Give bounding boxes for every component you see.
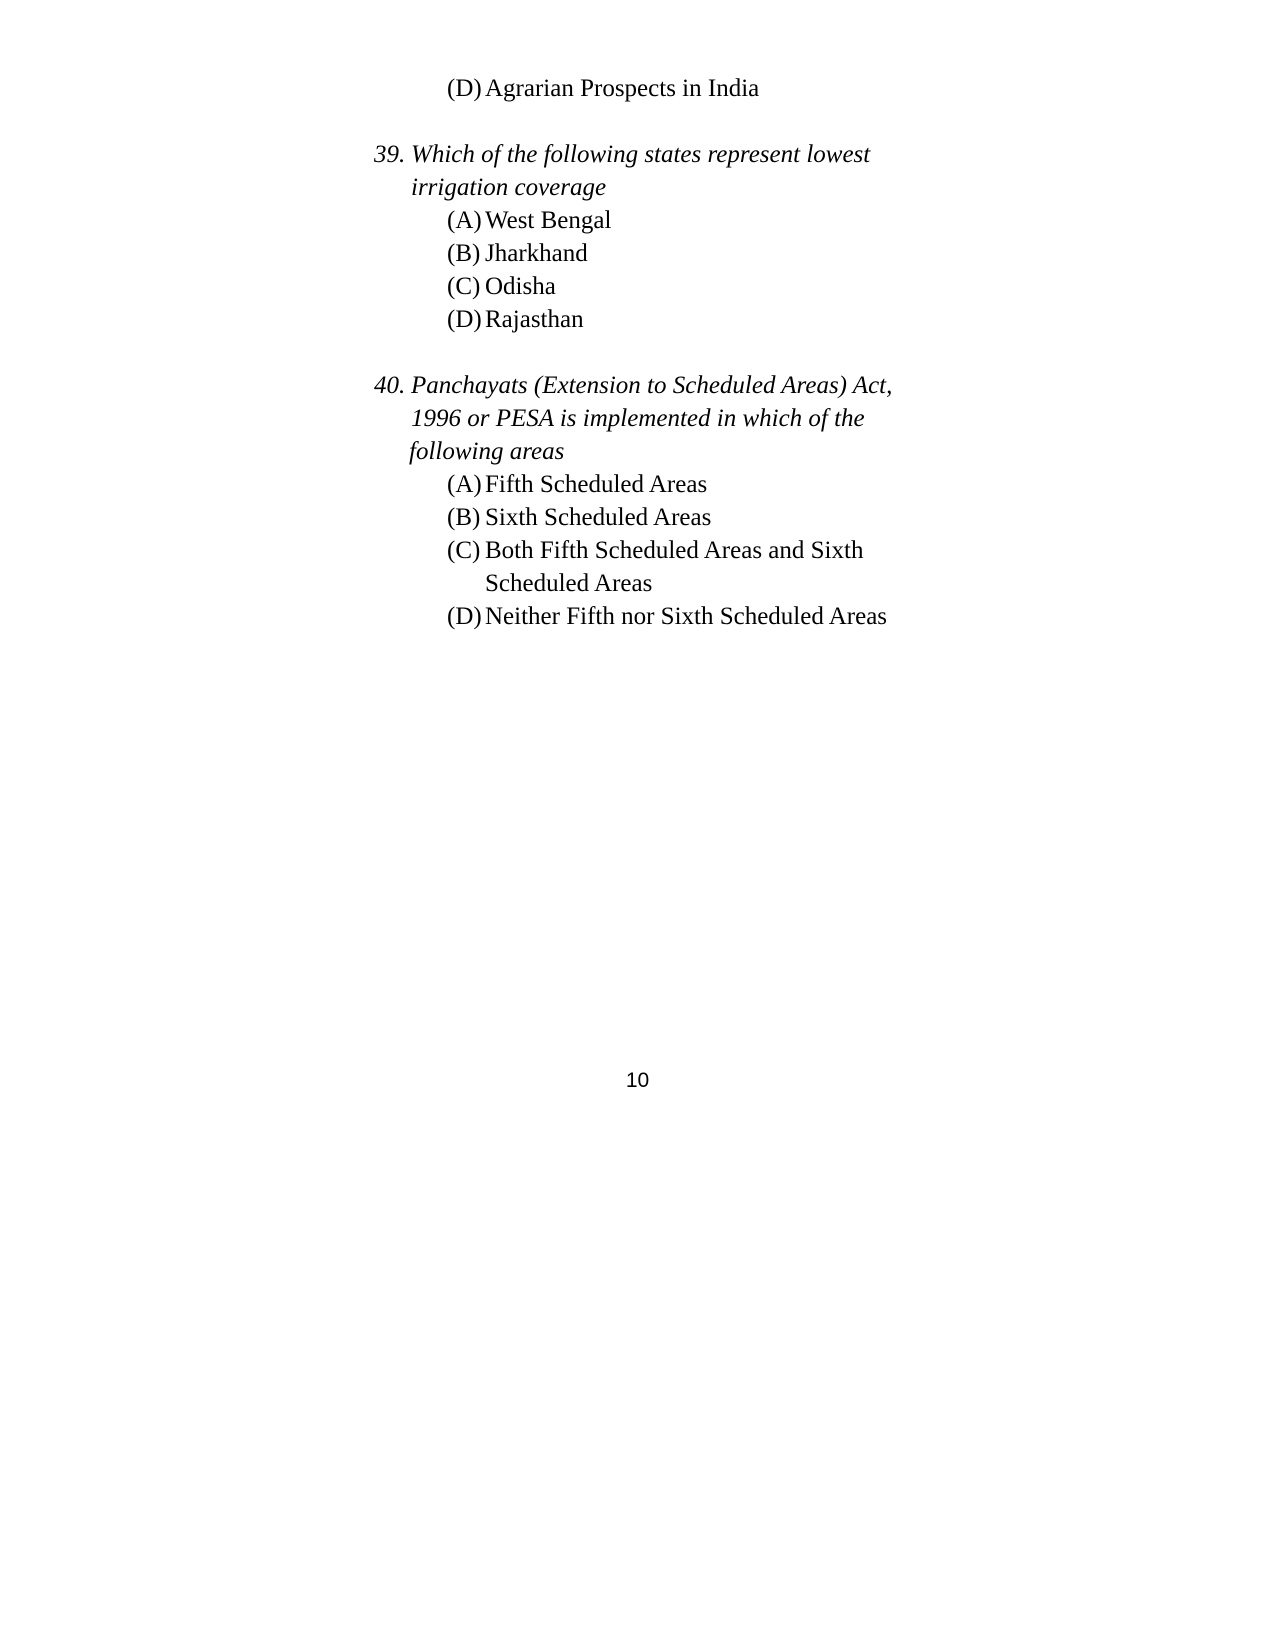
option-letter: (C) xyxy=(447,537,481,564)
page-number: 10 xyxy=(625,1069,650,1092)
question-number: 40. xyxy=(374,372,406,399)
option-text: Neither Fifth nor Sixth Scheduled Areas xyxy=(485,603,888,630)
question-text-line: Which of the following states represent lowest xyxy=(411,141,871,168)
option-letter: (C) xyxy=(447,273,481,300)
option-text: Jharkhand xyxy=(485,240,588,267)
question-text-line: following areas xyxy=(409,438,565,465)
option-text-continued: Scheduled Areas xyxy=(485,570,653,597)
option-letter: (D) xyxy=(447,603,482,630)
question-text-line: 1996 or PESA is implemented in which of the xyxy=(411,405,865,432)
option-text: Fifth Scheduled Areas xyxy=(485,471,708,498)
option-letter: (B) xyxy=(447,240,481,267)
option-letter: (A) xyxy=(447,207,482,234)
option-text: Both Fifth Scheduled Areas and Sixth xyxy=(485,537,864,564)
option-text: Rajasthan xyxy=(485,306,584,333)
question-number: 39. xyxy=(374,141,406,168)
question-text-line: irrigation coverage xyxy=(411,174,607,201)
option-letter: (D) xyxy=(447,75,482,102)
question-text-line: Panchayats (Extension to Scheduled Areas) Act, xyxy=(411,372,893,399)
option-text: West Bengal xyxy=(485,207,612,234)
option-text: Agrarian Prospects in India xyxy=(485,75,760,102)
option-letter: (D) xyxy=(447,306,482,333)
option-text: Sixth Scheduled Areas xyxy=(485,504,712,531)
option-text: Odisha xyxy=(485,273,556,300)
option-letter: (B) xyxy=(447,504,481,531)
option-letter: (A) xyxy=(447,471,482,498)
